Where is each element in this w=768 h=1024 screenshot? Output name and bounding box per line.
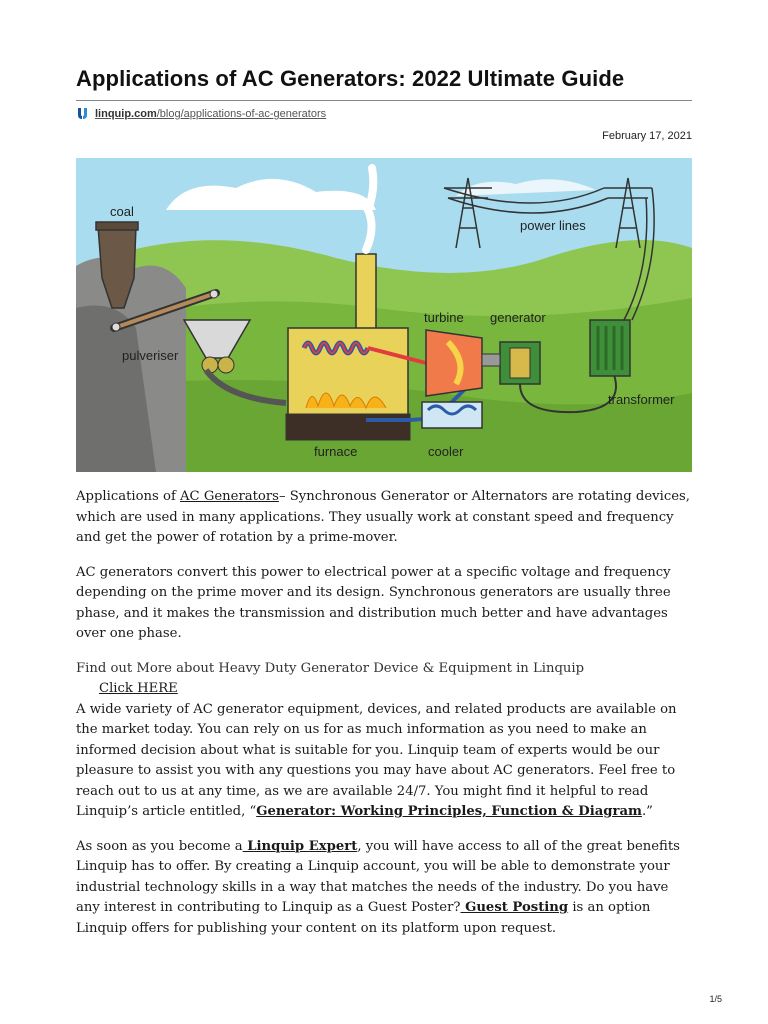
- label-coal: coal: [110, 204, 134, 219]
- paragraph-conversion: AC generators convert this power to electrical power at a specific voltage and frequency depending on the prime mover and its design. Synchronous generators are usually three phase, and it makes the transmission and distribution much better and have advantages over one phase.: [76, 564, 671, 641]
- guest-posting-link[interactable]: Guest Posting: [460, 900, 569, 915]
- label-turbine: turbine: [424, 310, 464, 325]
- find-more-text: Find out More about Heavy Duty Generator Device & Equipment in Linquip: [76, 660, 585, 676]
- source-link[interactable]: [95, 108, 326, 120]
- paragraph-intro: Applications of AC Generators– Synchronous Generator or Alternators are rotating devices, which are used in many applications. They usually work at constant speed and frequency and get the power of rotation by a prime-mover.: [76, 489, 690, 545]
- source-path: /blog/applications-of-ac-generators: [156, 108, 327, 120]
- page-number: 1/5: [709, 994, 722, 1004]
- generator-article-link[interactable]: Generator: Working Principles, Function & Diagram: [256, 804, 642, 819]
- label-power-lines: power lines: [520, 218, 586, 233]
- paragraph-expert: As soon as you become a Linquip Expert, you will have access to all of the great benefits Linquip has to offer. By creating a Linquip account, you will be able to demonstrate your industrial technology skills in a way that matches the needs of the industry. Do you have any interest in contributing to Linquip as a Guest Poster? Guest Posting is an option Linquip offers for publishing your content on its platform upon request.: [76, 838, 680, 936]
- title-divider: [76, 100, 692, 101]
- publish-date: February 17, 2021: [602, 130, 692, 142]
- linquip-logo-icon: [76, 107, 90, 121]
- click-here-link[interactable]: Click HERE: [99, 681, 178, 696]
- ac-generators-link[interactable]: AC Generators: [180, 489, 279, 504]
- label-furnace: furnace: [314, 444, 358, 459]
- paragraph-variety: A wide variety of AC generator equipment, devices, and related products are available on the market today. You can rely on us for as much information as you need to make an informed decision about what is suitable for you. Linquip team of experts would be our pleasure to assist you with any questions you may have about AC generators. Feel free to reach out to us at any time, as we are available 24/7. You might find it helpful to read Linquip’s article entitled, “Generator: Working Principles, Function & Diagram.”: [76, 701, 677, 819]
- label-generator: generator: [490, 310, 546, 325]
- source-domain: linquip.com: [95, 108, 157, 120]
- power-plant-illustration: [76, 158, 692, 472]
- click-here-line: [99, 679, 696, 700]
- label-cooler: cooler: [428, 444, 464, 459]
- linquip-expert-link[interactable]: Linquip Expert: [242, 838, 358, 854]
- label-transformer: transformer: [608, 392, 675, 407]
- label-pulveriser: pulveriser: [122, 348, 179, 363]
- article-body: [76, 487, 696, 953]
- page-title: Applications of AC Generators: 2022 Ultimate Guide: [76, 66, 625, 91]
- source-line: [76, 107, 326, 121]
